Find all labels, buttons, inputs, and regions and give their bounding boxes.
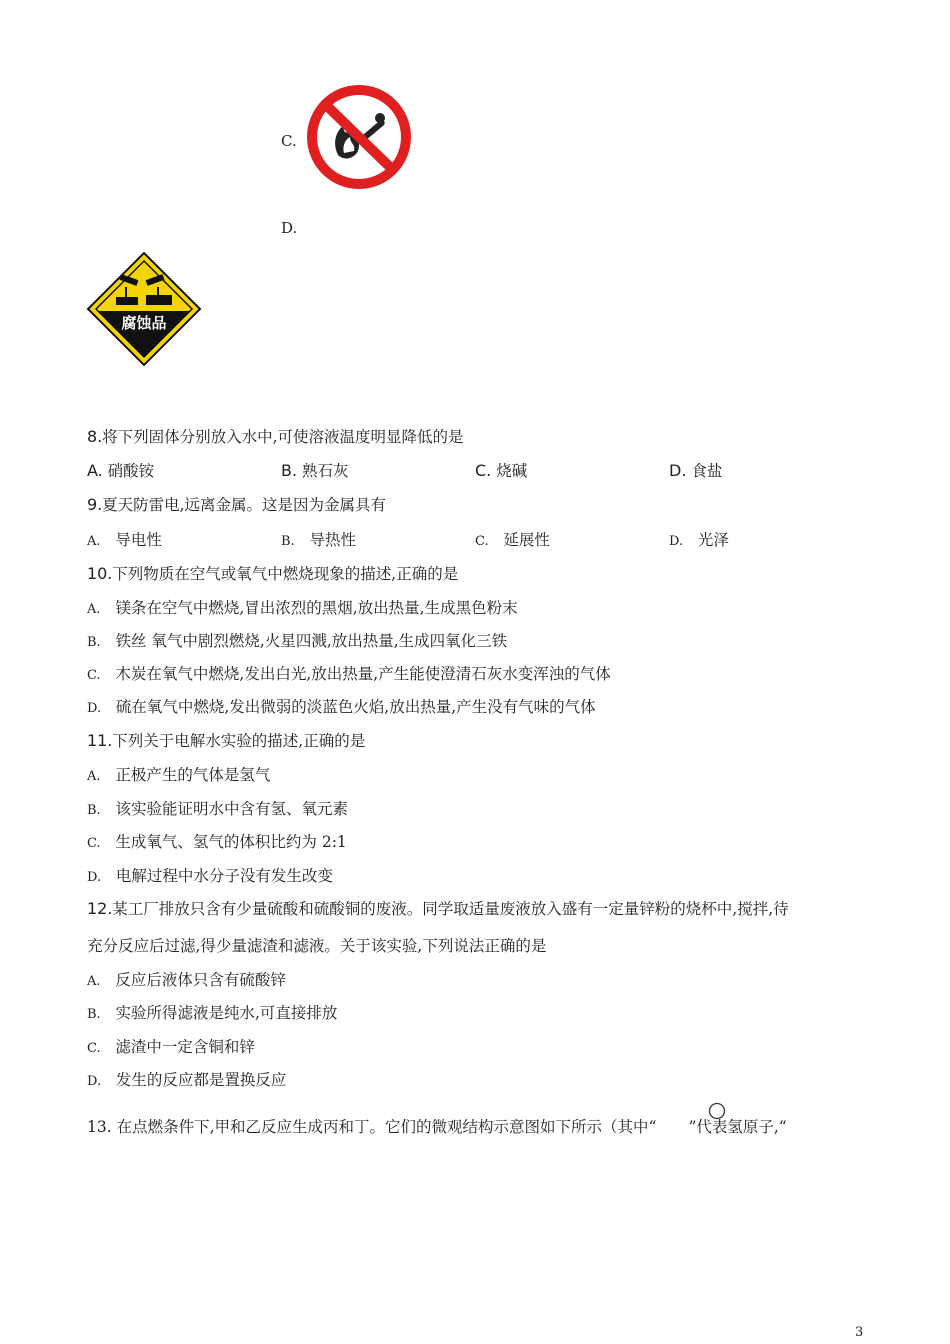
hydrogen-atom-circle-icon xyxy=(707,1102,727,1120)
q9-option-c: C. 延展性 xyxy=(475,531,550,549)
page-number: 3 xyxy=(855,1325,864,1340)
q8-option-a: A. 硝酸铵 xyxy=(87,461,155,480)
option-d-label: D. xyxy=(281,219,298,237)
q12-option-c: C. 滤渣中一定含铜和锌 xyxy=(87,1038,255,1056)
q10-option-a: A. 镁条在空气中燃烧,冒出浓烈的黑烟,放出热量,生成黑色粉末 xyxy=(87,599,518,617)
question-9-stem: 9.夏天防雷电,远离金属。这是因为金属具有 xyxy=(87,495,387,514)
q11-option-a: A. 正极产生的气体是氢气 xyxy=(87,766,271,784)
q11-option-b: B. 该实验能证明水中含有氢、氧元素 xyxy=(87,800,348,818)
question-10-stem: 10.下列物质在空气或氧气中燃烧现象的描述,正确的是 xyxy=(87,564,459,583)
q9-option-b: B. 导热性 xyxy=(281,531,356,549)
q11-option-d: D. 电解过程中水分子没有发生改变 xyxy=(87,867,333,885)
q12-option-a: A. 反应后液体只含有硫酸锌 xyxy=(87,971,286,989)
question-13-stem: 13. 在点燃条件下,甲和乙反应生成丙和丁。它们的微观结构示意图如下所示（其中“ ”代表氢原子,“ xyxy=(87,1118,787,1136)
corrosive-label: 腐蚀品 xyxy=(121,314,167,332)
question-12-stem-line2: 充分反应后过滤,得少量滤渣和滤液。关于该实验,下列说法正确的是 xyxy=(87,937,547,955)
q11-option-c: C. 生成氧气、氢气的体积比约为 2:1 xyxy=(87,833,347,851)
q10-option-d: D. 硫在氧气中燃烧,发出微弱的淡蓝色火焰,放出热量,产生没有气味的气体 xyxy=(87,698,596,716)
q12-option-b: B. 实验所得滤液是纯水,可直接排放 xyxy=(87,1004,338,1022)
q10-option-c: C. 木炭在氧气中燃烧,发出白光,放出热量,产生能使澄清石灰水变浑浊的气体 xyxy=(87,665,611,683)
q9-option-d: D. 光泽 xyxy=(669,531,729,549)
no-open-flame-sign-icon xyxy=(304,83,414,191)
question-12-stem-line1: 12.某工厂排放只含有少量硫酸和硫酸铜的废液。同学取适量废液放入盛有一定量锌粉的烧杯中,搅拌,待 xyxy=(87,899,789,918)
corrosive-hazard-sign-icon xyxy=(86,251,202,367)
question-8-stem: 8.将下列固体分别放入水中,可使溶液温度明显降低的是 xyxy=(87,427,464,446)
q8-option-c: C. 烧碱 xyxy=(475,461,528,480)
question-11-stem: 11.下列关于电解水实验的描述,正确的是 xyxy=(87,731,366,750)
option-c-label: C. xyxy=(281,132,297,150)
q12-option-d: D. 发生的反应都是置换反应 xyxy=(87,1071,287,1089)
q10-option-b: B. 铁丝 氧气中剧烈燃烧,火星四溅,放出热量,生成四氧化三铁 xyxy=(87,632,508,650)
q8-option-b: B. 熟石灰 xyxy=(281,461,349,480)
q9-option-a: A. 导电性 xyxy=(87,531,162,549)
q8-option-d: D. 食盐 xyxy=(669,461,723,480)
